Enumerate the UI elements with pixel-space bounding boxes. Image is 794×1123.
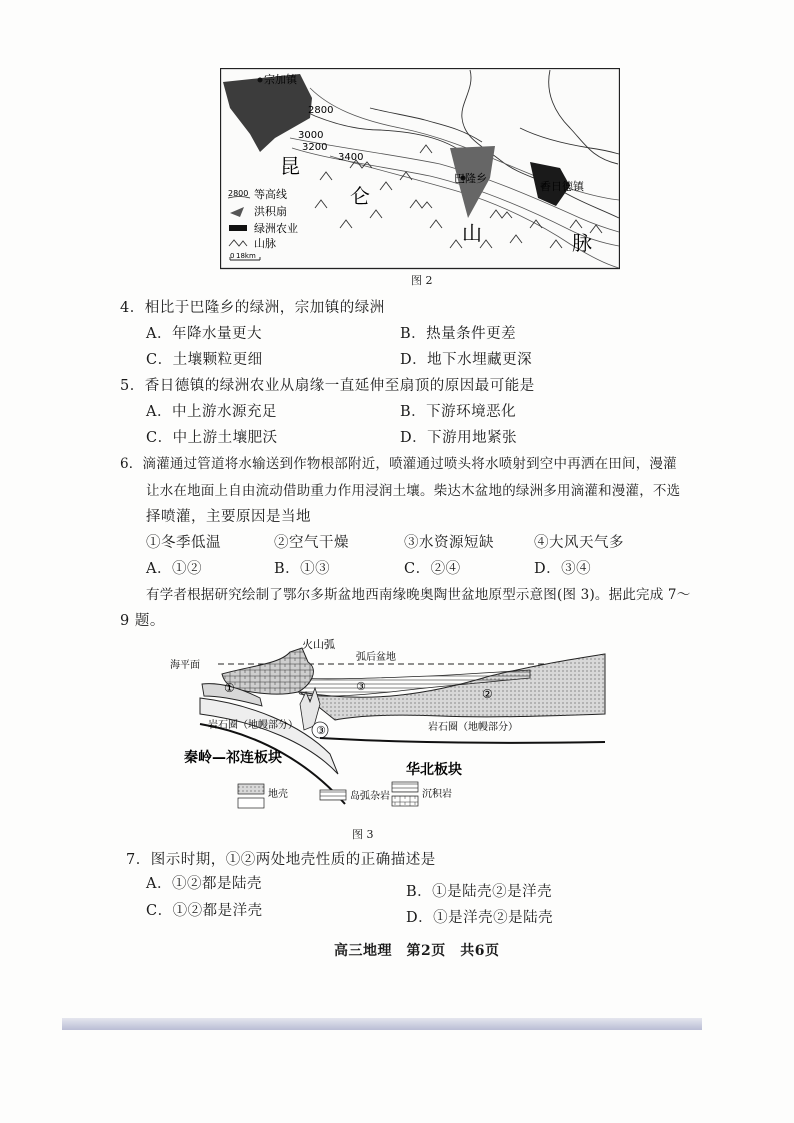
q5-option-c: C．中上游土壤肥沃: [146, 430, 278, 446]
scale-zero: 0: [230, 252, 235, 260]
q5-option-b: B．下游环境恶化: [400, 404, 517, 420]
label-lith-right: 岩石圈（地幔部分）: [428, 722, 518, 733]
intro-line1: 有学者根据研究绘制了鄂尔多斯盆地西南缘晚奥陶世盆地原型示意图(图 3)。据此完成 7～: [146, 587, 691, 603]
label-mai: 脉: [572, 231, 592, 255]
q6-item-2: ②空气干燥: [274, 535, 349, 551]
q6-item-1: ①冬季低温: [146, 535, 221, 551]
q6-stem-line2: 让水在地面上自由流动借助重力作用浸润土壤。柴达木盆地的绿洲多用滴灌和漫灌，不选: [146, 483, 681, 499]
q7-option-a: A．①②都是陆壳: [146, 876, 262, 892]
page-footer: 高三地理 第2页 共6页: [334, 943, 500, 959]
legend-fan: 洪积扇: [254, 205, 287, 218]
legend-crust: 地壳: [268, 789, 288, 800]
legend-oasis: 绿洲农业: [254, 222, 298, 235]
label-xiangride: 香日德镇: [540, 180, 584, 193]
figure-2-map: [220, 68, 620, 270]
legend-sediment: 沉积岩: [422, 789, 452, 800]
q7-stem: 7．图示时期，①②两处地壳性质的正确描述是: [126, 852, 436, 868]
scale-dist: 18km: [236, 252, 256, 260]
q5-option-d: D．下游用地紧张: [400, 430, 518, 446]
q4-option-c: C．土壤颗粒更细: [146, 352, 263, 368]
contour-3200: 3200: [302, 142, 328, 153]
figure-2-caption: 图 2: [411, 274, 433, 287]
label-volcanic-arc: 火山弧: [302, 638, 335, 651]
legend-contour: 等高线: [254, 188, 287, 201]
q4-option-b: B．热量条件更差: [400, 326, 517, 342]
figure-3-caption: 图 3: [352, 828, 374, 841]
label-circle-3b: ③: [356, 680, 366, 693]
label-circle-3: ③: [316, 724, 326, 737]
label-sea-level: 海平面: [170, 660, 200, 671]
label-shan: 山: [462, 221, 482, 245]
q6-item-4: ④大风天气多: [534, 535, 624, 551]
contour-2800: 2800: [308, 105, 334, 116]
intro-line2: 9 题。: [120, 613, 165, 629]
legend-arc-rock: 岛弧杂岩: [350, 791, 390, 802]
q5-stem: 5．香日德镇的绿洲农业从扇缘一直延伸至扇顶的原因最可能是: [120, 378, 535, 394]
q6-option-c: C．②④: [404, 561, 461, 577]
q6-option-d: D．③④: [534, 561, 592, 577]
label-kun: 昆: [280, 154, 300, 178]
figure-3-legend: [238, 782, 452, 808]
q4-option-a: A．年降水量更大: [146, 326, 262, 342]
label-lith-left: 岩石圈（地幔部分）: [208, 720, 298, 731]
contour-3000: 3000: [298, 130, 324, 141]
contour-3400: 3400: [338, 152, 364, 163]
q7-option-d: D．①是洋壳②是陆壳: [406, 910, 554, 926]
legend-mountain: 山脉: [254, 237, 276, 250]
q7-option-b: B．①是陆壳②是洋壳: [406, 884, 553, 900]
scan-edge-shadow: [62, 1018, 702, 1030]
label-circle-1: ①: [224, 681, 235, 695]
q6-item-3: ③水资源短缺: [404, 535, 494, 551]
label-zongjia: 宗加镇: [264, 73, 297, 86]
q6-option-b: B．①③: [274, 561, 331, 577]
label-backarc: 弧后盆地: [356, 652, 396, 663]
q6-stem-line3: 择喷灌，主要原因是当地: [146, 509, 311, 525]
q6-stem-line1: 6．滴灌通过管道将水输送到作物根部附近，喷灌通过喷头将水喷射到空中再洒在田间，漫灌: [120, 456, 677, 472]
figure-3-cross-section: [170, 634, 610, 824]
q4-stem: 4．相比于巴隆乡的绿洲，宗加镇的绿洲: [120, 300, 385, 316]
q4-option-d: D．地下水埋藏更深: [400, 352, 533, 368]
svg-text:2800: 2800: [228, 189, 249, 198]
q6-option-a: A．①②: [146, 561, 202, 577]
label-qinling: 秦岭—祁连板块: [184, 750, 282, 766]
q5-option-a: A．中上游水源充足: [146, 404, 277, 420]
label-circle-2: ②: [482, 687, 493, 701]
label-balong: 巴隆乡: [454, 172, 487, 185]
label-huabei: 华北板块: [406, 762, 462, 778]
q7-option-c: C．①②都是洋壳: [146, 903, 263, 919]
label-lun: 仑: [350, 184, 370, 208]
